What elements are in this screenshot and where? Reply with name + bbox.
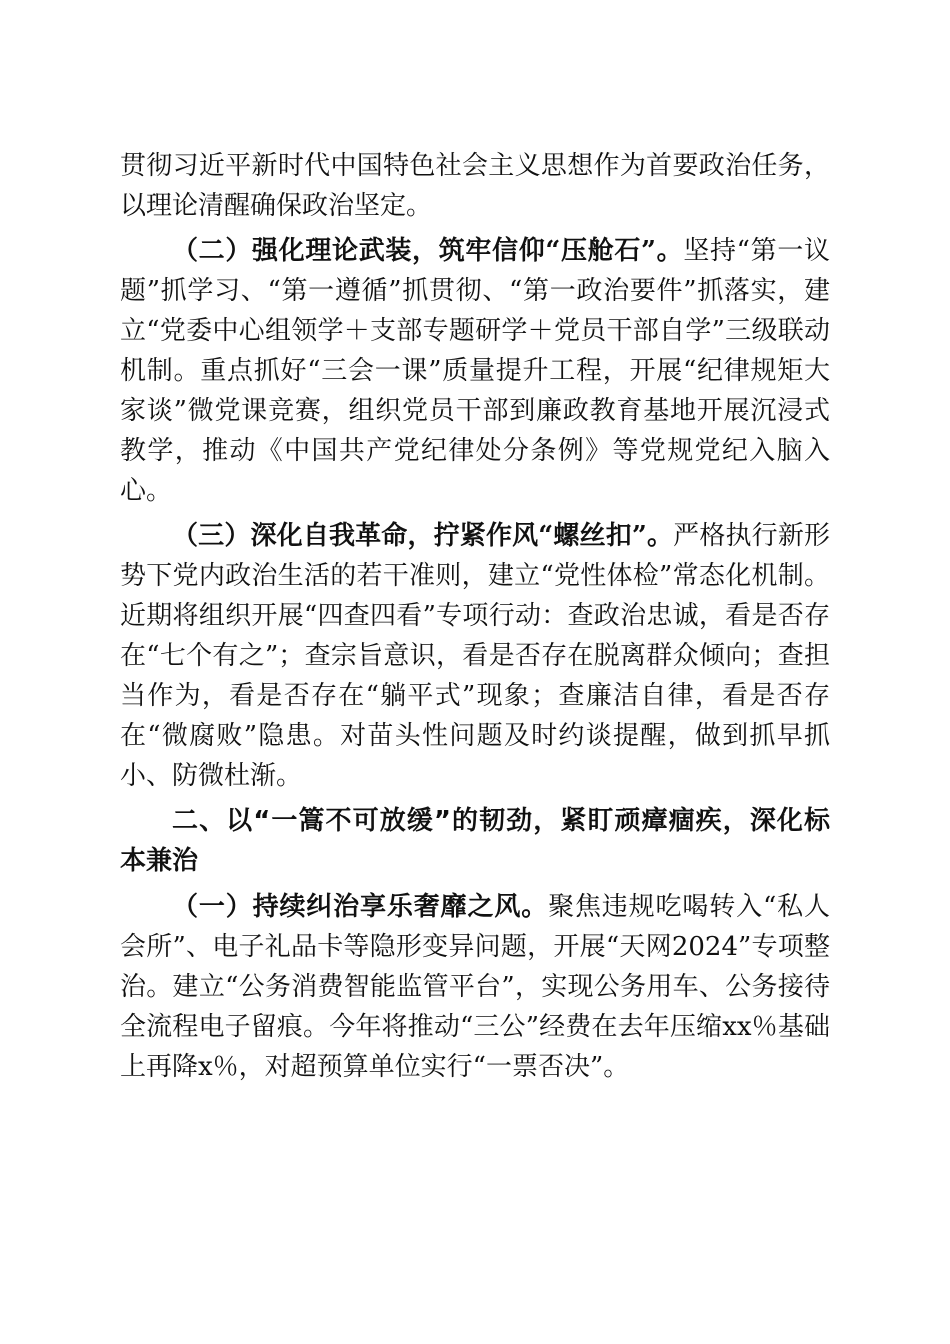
paragraph-continued: 贯彻习近平新时代中国特色社会主义思想作为首要政治任务，以理论清醒确保政治坚定。 <box>120 151 830 221</box>
paragraph-body: 聚焦违规吃喝转入“私人会所”、电子礼品卡等隐形变异问题，开展“天网2024”专项整治。建立“公务消费智能监管平台”，实现公务用车、公务接待全流程电子留痕。今年将推动“三公”经费在去年压缩xx％基础上再降x％，对超预算单位实行“一票否决”。 <box>120 892 830 1082</box>
document-page <box>120 146 830 1092</box>
paragraph-body: 严格执行新形势下党内政治生活的若干准则，建立“党性体检”常态化机制。近期将组织开展“四查四看”专项行动：查政治忠诚，看是否存在“七个有之”；查宗旨意识，看是否存在脱离群众倾向；查担当作为，看是否存在“躺平式”现象；查廉洁自律，看是否存在“微腐败”隐患。对苗头性问题及时约谈提醒，做到抓早抓小、防微杜渐。 <box>120 521 830 791</box>
paragraph-strengthen-theory <box>120 231 830 511</box>
paragraph-self-revolution <box>120 516 830 796</box>
paragraph-lead: （三）深化自我革命，拧紧作风“螺丝扣”。 <box>172 521 674 551</box>
paragraph-correct-extravagance <box>120 887 830 1087</box>
paragraph-body: 坚持“第一议题”抓学习、“第一遵循”抓贯彻、“第一政治要件”抓落实，建立“党委中心组领学＋支部专题研学＋党员干部自学”三级联动机制。重点抓好“三会一课”质量提升工程，开展“纪律规矩大家谈”微党课竞赛，组织党员干部到廉政教育基地开展沉浸式教学，推动《中国共产党纪律处分条例》等党规党纪入脑入心。 <box>120 236 830 506</box>
paragraph-lead: （二）强化理论武装，筑牢信仰“压舱石”。 <box>172 236 684 266</box>
paragraph-lead: （一）持续纠治享乐奢靡之风。 <box>172 892 549 922</box>
section-heading: 二、以“一篙不可放缓”的韧劲，紧盯顽瘴痼疾，深化标本兼治 <box>120 806 830 876</box>
